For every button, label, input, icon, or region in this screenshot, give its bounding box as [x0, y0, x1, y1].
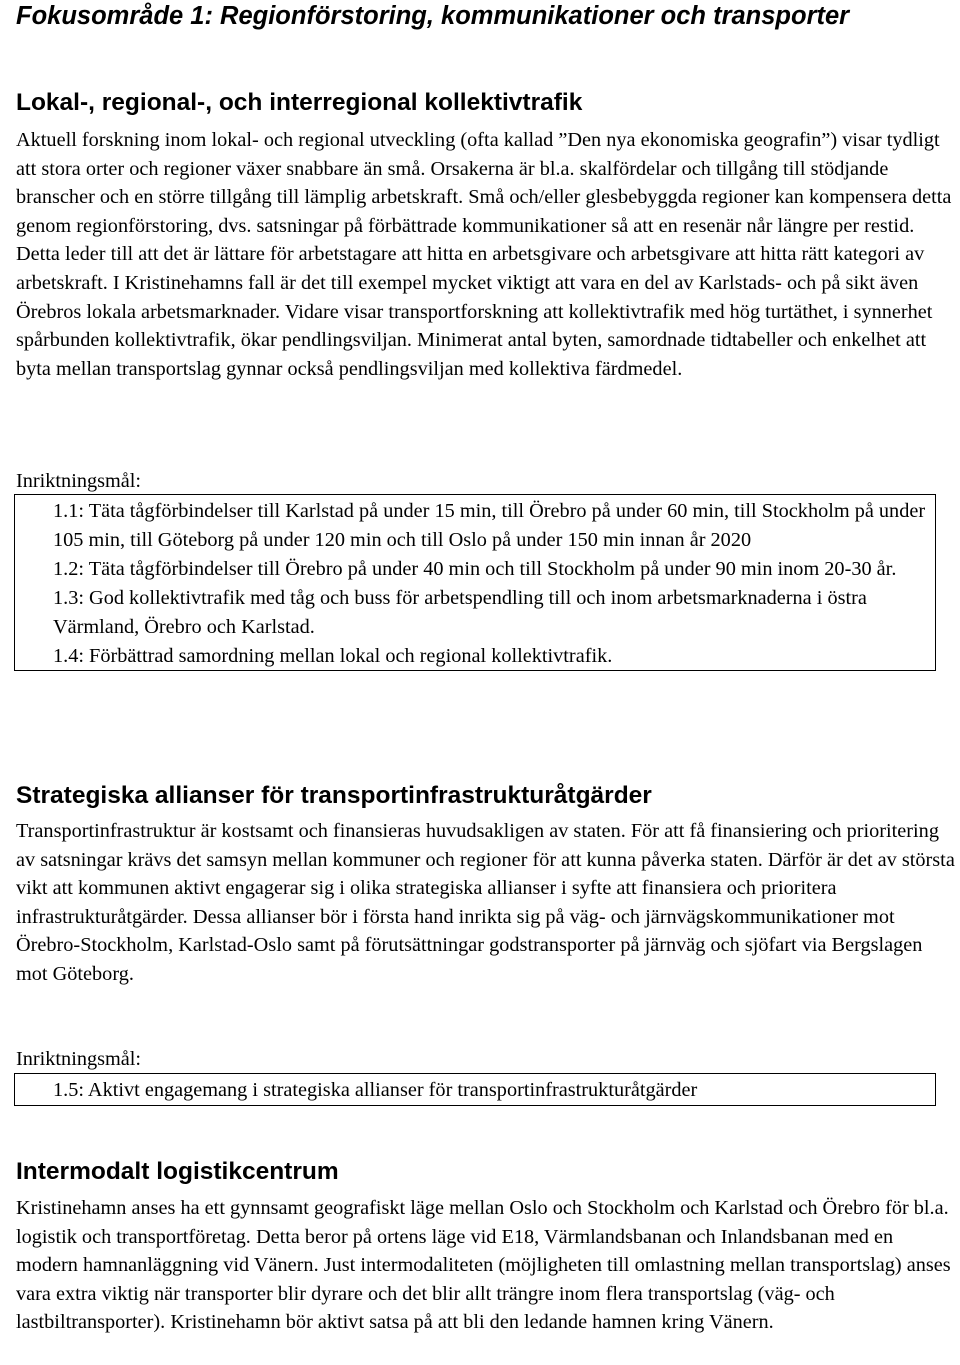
goals-label-1: Inriktningsmål: [16, 470, 142, 492]
goals-box-1 [14, 494, 936, 671]
goal-item: 1.1: Täta tågförbindelser till Karlstad på under 15 min, till Örebro på under 60 min, till Stockholm på under 105 min, till Göteborg på under 120 min och till Oslo på under 150 min innan år 2020 [53, 500, 926, 551]
goal-item: 1.4: Förbättrad samordning mellan lokal och regional kollektivtrafik. [53, 644, 613, 667]
section-heading-alliances: Strategiska allianser för transportinfrastrukturåtgärder [16, 782, 652, 809]
focus-area-title: Fokusområde 1: Regionförstoring, kommunikationer och transporter [16, 2, 850, 30]
goal-item: 1.2: Täta tågförbindelser till Örebro på under 40 min och till Stockholm på under 90 min inom 20-30 år. [53, 557, 897, 580]
public-transport-paragraph: Aktuell forskning inom lokal- och regional utveckling (ofta kallad ”Den nya ekonomiska geografin”) visar tydligt att stora orter och regioner växer snabbare än små. Orsakerna är bl.a. skalfördelar och tillgång till stödjande branscher och en större tillgång till lämplig arbetskraft. Små och/eller glesbebyggda regioner kan kompensera detta genom regionförstoring, dvs. satsningar på förbättrade kommunikationer så att en resenär når längre per restid. Detta leder till att det är lättare för arbetstagare att hitta en arbetsgivare och arbetsgivare att hitta rätt kategori av arbetskraft. I Kristinehamns fall är det till exempel mycket viktigt att vara en del av Karlstads- och på sikt även Örebros lokala arbetsmarknader. Vidare visar transportforskning att kollektivtrafik med hög turtäthet, i synnerhet spårbunden kollektivtrafik, ökar pendlingsviljan. Minimerat antal byten, samordnade tidtabeller och enkelhet att byta mellan transportslag gynnar också pendlingsviljan med kollektiva färdmedel. [16, 129, 952, 380]
alliances-paragraph: Transportinfrastruktur är kostsamt och finansieras huvudsakligen av staten. För att få finansiering och prioritering av satsningar krävs det samsyn mellan kommuner och regioner för att kunna påverka staten. Därför är det av största vikt att kommunen aktivt engagerar sig i olika strategiska allianser i syfte att finansiera och prioritera infrastrukturåtgärder. Dessa allianser bör i första hand inrikta sig på väg- och järnvägskommunikationer mot Örebro-Stockholm, Karlstad-Oslo samt på förutsättningar godstransporter på järnväg och sjöfart via Bergslagen mot Göteborg. [16, 820, 955, 985]
goal-item: 1.3: God kollektivtrafik med tåg och buss för arbetspendling till och inom arbetsmarknaderna i östra Värmland, Örebro och Karlstad. [53, 586, 867, 638]
goals-label-2: Inriktningsmål: [16, 1048, 142, 1070]
section-heading-logistics: Intermodalt logistikcentrum [16, 1158, 339, 1185]
goal-item: 1.5: Aktivt engagemang i strategiska allianser för transportinfrastrukturåtgärder [53, 1079, 698, 1101]
section-heading-public-transport: Lokal-, regional-, och interregional kollektivtrafik [16, 89, 583, 116]
goals-box-2 [14, 1073, 936, 1106]
logistics-paragraph: Kristinehamn anses ha ett gynnsamt geografiskt läge mellan Oslo och Stockholm och Karlstad och Örebro för bl.a. logistik och transportföretag. Detta beror på ortens läge vid E18, Värmlandsbanan och Inlandsbanan med en modern hamnanläggning vid Vänern. Just intermodaliteten (möjligheten till omlastning mellan transportslag) anses vara extra viktig när transporter blir dyrare och det blir allt trängre inom flera transportslag (väg- och lastbiltransporter). Kristinehamn bör aktivt satsa på att bli den ledande hamnen kring Vänern. [16, 1197, 951, 1334]
